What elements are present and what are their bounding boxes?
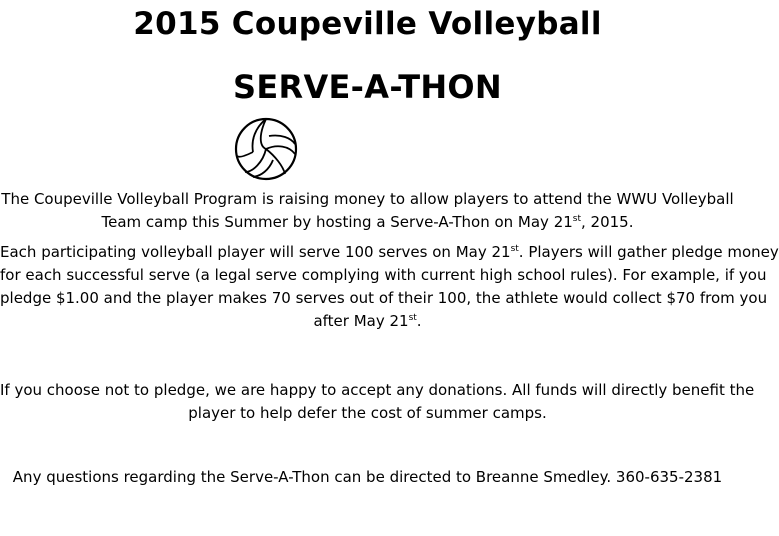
contact-line: Any questions regarding the Serve-A-Thon can be directed to Breanne Smedley. 360-635-2381 xyxy=(12,468,723,486)
pledge-line-2: for each successful serve (a legal serve complying with current high school rules). For example, if you xyxy=(0,266,767,284)
intro-line-1: The Coupeville Volleyball Program is raising money to allow players to attend the WWU Volleyball xyxy=(1,190,734,208)
donation-line-2: player to help defer the cost of summer camps. xyxy=(188,404,547,422)
intro-paragraph xyxy=(0,188,735,234)
pledge-line-1-text: Each participating volleyball player will serve 100 serves on May 21 xyxy=(0,243,511,261)
ordinal-suffix: st xyxy=(510,244,519,254)
donation-line-1: If you choose not to pledge, we are happy to accept any donations. All funds will directly benefit the xyxy=(0,381,755,399)
pledge-line-3: pledge $1.00 and the player makes 70 serves out of their 100, the athlete would collect $70 from you xyxy=(0,289,768,307)
ordinal-suffix: st xyxy=(408,313,417,323)
pledge-line-4 xyxy=(0,310,735,333)
pledge-line-1 xyxy=(0,241,779,264)
volleyball-icon xyxy=(233,116,299,182)
pledge-line-4-end: . xyxy=(416,312,422,330)
intro-line-2-text: Team camp this Summer by hosting a Serve-A-Thon on May 21 xyxy=(101,213,573,231)
pledge-paragraph xyxy=(0,241,779,333)
intro-line-2 xyxy=(0,211,735,234)
event-subtitle: SERVE-A-THON xyxy=(233,68,502,106)
ordinal-suffix: st xyxy=(572,214,582,224)
pledge-line-4-text: after May 21 xyxy=(313,312,409,330)
contact-paragraph xyxy=(0,466,735,489)
donation-paragraph xyxy=(0,379,755,425)
pledge-line-1-end: . Players will gather pledge money xyxy=(518,243,779,261)
page-title: 2015 Coupeville Volleyball xyxy=(133,6,602,42)
intro-line-2-end: , 2015. xyxy=(581,213,634,231)
